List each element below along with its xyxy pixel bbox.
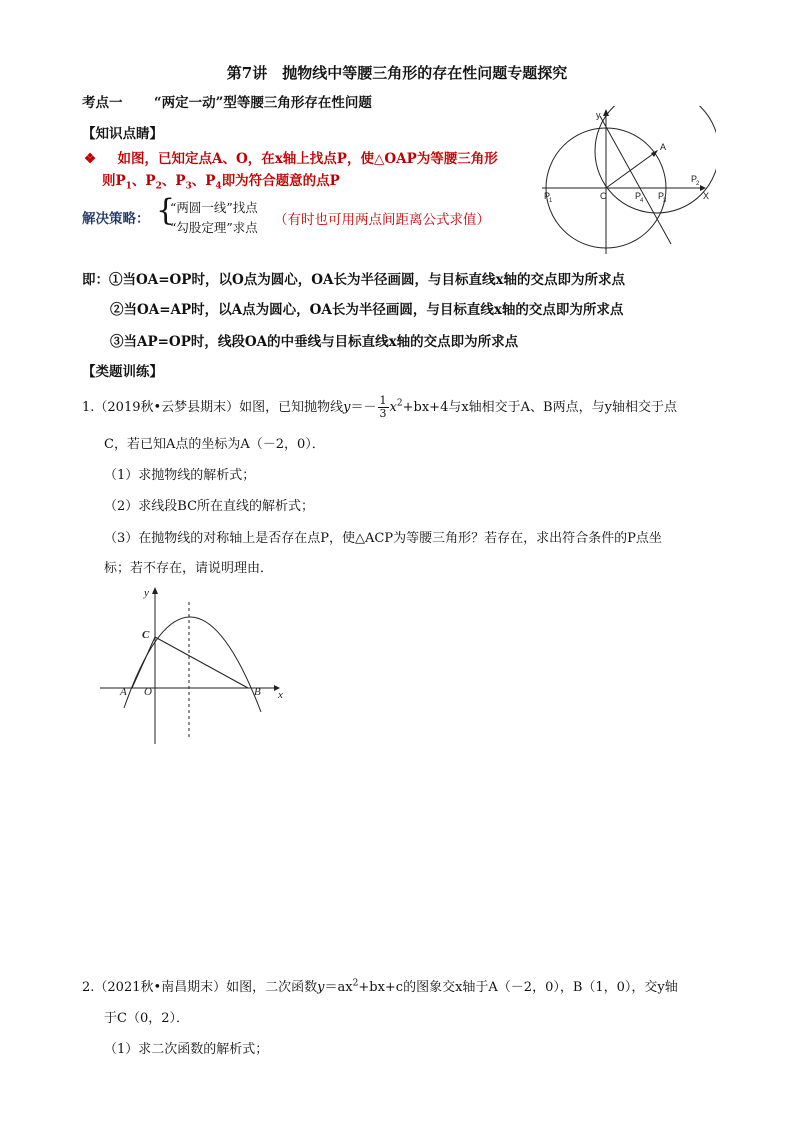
bullet-icon: ❖ bbox=[84, 151, 97, 167]
q2-part-1: （1）求二次函数的解析式； bbox=[104, 1042, 269, 1057]
fig2-a-label: A bbox=[120, 686, 127, 698]
q2-y: y bbox=[317, 980, 325, 995]
q2-line-2: 于C（0，2）． bbox=[104, 1011, 189, 1026]
q1-line-2: C，若已知A点的坐标为A（－2，0）． bbox=[104, 437, 325, 452]
brace-icon: { bbox=[156, 193, 176, 228]
segment-oa bbox=[606, 151, 657, 188]
q2-eq: ＝ax bbox=[324, 980, 353, 995]
sub-4: 4 bbox=[215, 181, 222, 192]
fig1-p1-label: P bbox=[544, 191, 551, 201]
y-axis-arrow bbox=[152, 587, 158, 594]
q2-source: （2021秋•南昌期末）如图，二次函数 bbox=[94, 980, 318, 995]
figure-parabola bbox=[96, 582, 296, 747]
sep-1: 、 bbox=[131, 173, 146, 189]
sub-3: 3 bbox=[185, 181, 192, 192]
segment-bc bbox=[155, 637, 248, 688]
knowledge-line-1 bbox=[84, 147, 498, 167]
q2-sup: 2 bbox=[352, 978, 359, 989]
q1-y: y bbox=[343, 400, 351, 415]
knowledge-header: 【知识点睛】 bbox=[82, 126, 163, 142]
fig1-p3-label: P bbox=[658, 191, 665, 201]
fig1-y-label: y bbox=[596, 110, 601, 120]
fig2-c-label: C bbox=[142, 629, 150, 641]
q1-part-3b: 标；若不存在，请说明理由． bbox=[104, 561, 274, 576]
knowledge-text-2-suffix: 即为符合题意的点P bbox=[221, 173, 340, 189]
fig1-p2-sub: 2 bbox=[696, 181, 700, 187]
strategy-label: 解决策略： bbox=[82, 211, 150, 227]
kaodian-label: 考点一 bbox=[82, 95, 123, 111]
fig1-p1-sub: 1 bbox=[549, 198, 553, 204]
fig1-p4-sub: 4 bbox=[640, 198, 644, 204]
strategy-note: （有时也可用两点间距离公式求值） bbox=[274, 212, 490, 228]
knowledge-text-2-prefix: 则P bbox=[102, 173, 126, 189]
kaodian-text: “两定一动”型等腰三角形存在性问题 bbox=[153, 95, 372, 111]
q1-part-1: （1）求抛物线的解析式； bbox=[104, 468, 256, 483]
circle-a bbox=[595, 106, 716, 213]
q1-part-2: （2）求线段BC所在直线的解析式； bbox=[104, 499, 315, 514]
page-title: 第7讲 抛物线中等腰三角形的存在性问题专题探究 bbox=[226, 64, 568, 82]
strategy-item-1: “两圆一线”找点 bbox=[170, 200, 258, 215]
q1-number: 1. bbox=[82, 400, 95, 415]
q1-rest: +bx+4与x轴相交于A、B两点，与y轴相交于点 bbox=[402, 400, 677, 415]
q2-line-1 bbox=[82, 976, 678, 995]
q1-line-1 bbox=[82, 395, 677, 420]
fig2-y-label: y bbox=[144, 587, 149, 599]
figure-isosceles-circles bbox=[536, 106, 716, 256]
q1-x: x bbox=[389, 400, 397, 415]
knowledge-text-1: 如图，已知定点A、O，在x轴上找点P，使△OAP为等腰三角形 bbox=[117, 151, 498, 167]
q2-number: 2. bbox=[82, 980, 95, 995]
fig2-o-label: O bbox=[144, 686, 152, 698]
fig2-x-label: x bbox=[278, 689, 283, 701]
fig2-b-label: B bbox=[254, 686, 261, 698]
q1-part-3: （3）在抛物线的对称轴上是否存在点P，使△ACP为等腰三角形？若存在，求出符合条件的P点坐 bbox=[104, 531, 662, 546]
q1-frac-den: 3 bbox=[379, 407, 387, 420]
fig1-x-label: X bbox=[703, 191, 710, 201]
fig1-a-label: A bbox=[660, 142, 667, 152]
q2-rest: +bx+c的图象交x轴于A（－2，0），B（1，0），交y轴 bbox=[358, 980, 678, 995]
practice-header: 【类题训练】 bbox=[82, 364, 163, 380]
knowledge-line-2: 则$P_1$、$P_2$、$P_3$、$P_4$即为符合题意的点P bbox=[102, 173, 340, 192]
q1-fraction bbox=[378, 395, 389, 420]
strategy-item-2: “勾股定理”求点 bbox=[170, 220, 258, 235]
sub-1: 1 bbox=[125, 181, 132, 192]
q1-frac-num: 1 bbox=[379, 394, 387, 407]
kaodian-heading bbox=[82, 91, 372, 111]
fig1-o-label: O bbox=[600, 191, 608, 201]
q1-sup: 2 bbox=[396, 398, 403, 409]
fig1-p3-sub: 3 bbox=[663, 198, 667, 204]
case-3: ③当AP=OP时，线段OA的中垂线与目标直线x轴的交点即为所求点 bbox=[110, 334, 519, 350]
q1-source: （2019秋•云梦县期末）如图，已知抛物线 bbox=[94, 400, 344, 415]
fig1-p2-label: P bbox=[691, 174, 698, 184]
sep-3: 、 bbox=[191, 173, 206, 189]
fig1-p4-label: P bbox=[635, 191, 642, 201]
sep-2: 、 bbox=[161, 173, 176, 189]
case-1: 即：①当OA=OP时，以O点为圆心，OA长为半径画圆，与目标直线x轴的交点即为所求点 bbox=[82, 272, 625, 288]
case-2: ②当OA=AP时，以A点为圆心，OA长为半径画圆，与目标直线x轴的交点即为所求点 bbox=[110, 302, 624, 318]
q1-eq: ＝－ bbox=[350, 400, 377, 415]
sub-2: 2 bbox=[155, 181, 162, 192]
segment-ac bbox=[132, 637, 155, 688]
